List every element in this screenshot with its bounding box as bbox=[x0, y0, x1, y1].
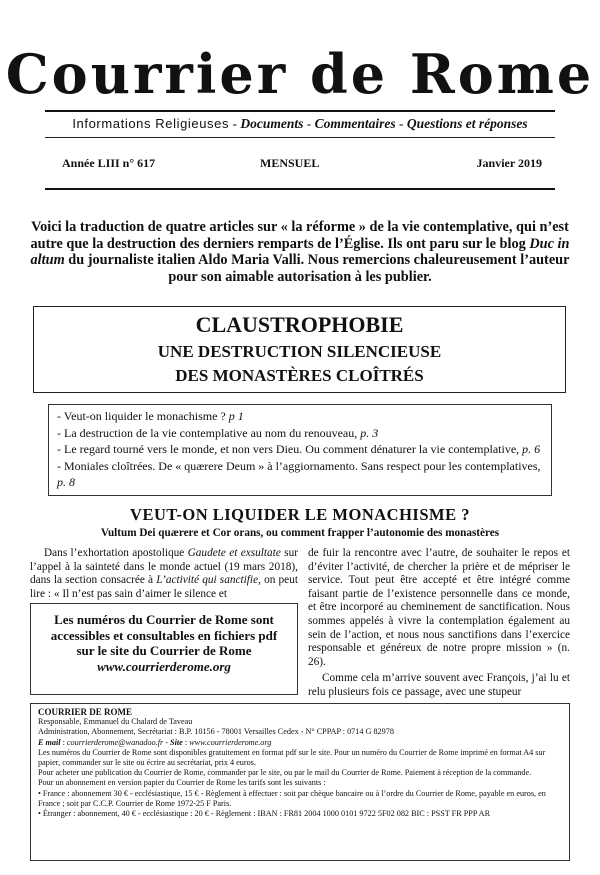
article-title: VEUT-ON LIQUIDER LE MONACHISME ? bbox=[130, 505, 470, 524]
pdf-callout-box bbox=[30, 603, 298, 695]
article-paragraph: Dans l’exhortation apostolique Gaudete et exsultate sur l’appel à la sainteté dans le monde actuel (19 mars 2018), dans la section consacrée à L’activité qui sanctifie, on peut lire : « Il n’est pas sain d’aimer le silence et bbox=[30, 547, 298, 600]
issue-date: Janvier 2019 bbox=[476, 156, 542, 170]
footer-line: Pour un abonnement en version papier du Courrier de Rome les tarifs sont les suivants : bbox=[38, 778, 326, 788]
footer-heading: COURRIER DE ROME bbox=[38, 707, 133, 717]
footer-admin: Administration, Abonnement, Secrétariat : B.P. 10156 - 78001 Versailles Cedex - N° CPPAP : 0714 G 82978 bbox=[38, 727, 394, 737]
issue-line bbox=[62, 156, 542, 172]
footer-email-link[interactable]: courrierderome@wanadoo.fr bbox=[66, 737, 164, 747]
footer-line: • Étranger : abonnement, 40 € - ecclésiastique : 20 € - Règlement : IBAN : FR81 2004 1000 0101 9722 5F02 082 BIC : PSST FR PPP AR bbox=[38, 809, 491, 819]
subtitle-informations: Informations Religieuses bbox=[72, 116, 230, 131]
footer-line: Les numéros du Courrier de Rome sont disponibles gratuitement en format pdf sur le site. Pour un numéro du Courrier de Rome imprimé en format A4 sur papier, commander sur le site ou écrire au secrétariat, prix 4 euros. bbox=[38, 747, 546, 768]
masthead-subtitle: Informations Religieuses - Documents - Commentaires - Questions et réponses bbox=[72, 116, 528, 131]
footer-line: Pour acheter une publication du Courrier de Rome, commander par le site, ou par le mail du Courrier de Rome. Paiement à réception de la commande. bbox=[38, 768, 532, 778]
subtitle-documents: Documents bbox=[240, 116, 304, 131]
toc-item[interactable]: - Veut-on liquider le monachisme ? p 1 bbox=[57, 408, 543, 425]
intro-paragraph: Voici la traduction de quatre articles sur « la réforme » de la vie contemplative, qui n’est autre que la destruction des derniers remparts de l’Église. Ils ont paru sur le blog Duc in altum du journaliste italien Aldo Maria Valli. Nous remercions chaleureusement l’auteur pour son aimable autorisation à les publier. bbox=[30, 219, 570, 285]
footer-site-link[interactable]: www.courrierderome.org bbox=[189, 737, 272, 747]
issue-frequency: MENSUEL bbox=[260, 156, 320, 170]
callout-text: Les numéros du Courrier de Rome sont accessibles et consultables en fichiers pdf sur le site du Courrier de Rome bbox=[50, 612, 278, 658]
table-of-contents bbox=[48, 404, 552, 496]
article-paragraph: Comme cela m’arrive souvent avec François, j’ai lu et relu plusieurs fois ce passage, avec une stupeur bbox=[308, 672, 570, 698]
footer-contact: E mail : courrierderome@wanadoo.fr - Site : www.courrierderome.org bbox=[38, 737, 272, 747]
subtitle-commentaires: Commentaires bbox=[314, 116, 396, 131]
footer-responsable: Responsable, Emmanuel du Chalard de Taveau bbox=[38, 717, 193, 727]
headline-subtitle-1: UNE DESTRUCTION SILENCIEUSE bbox=[157, 342, 442, 361]
article-left-column bbox=[30, 547, 298, 601]
toc-item[interactable]: - Le regard tourné vers le monde, et non vers Dieu. Ou comment dénaturer la vie contemplative, p. 6 bbox=[57, 441, 543, 458]
toc-item[interactable]: - La destruction de la vie contemplative au nom du renouveau, p. 3 bbox=[57, 425, 543, 442]
masthead-title: Courrier de Rome bbox=[5, 42, 595, 106]
footer-line: • France : abonnement 30 € - ecclésiastique, 15 € - Règlement à effectuer : soit par chèque bancaire ou à l’ordre du Courrier de Rome, payable en euros, en France ; soit par C.C.P. Courrier de Rome 1972-25 F Paris. bbox=[38, 788, 546, 808]
article-subtitle: Vultum Dei quærere et Cor orans, ou comment frapper l’autonomie des monastères bbox=[100, 527, 500, 539]
callout-url-link[interactable]: www.courrierderome.org bbox=[97, 658, 231, 674]
toc-item[interactable]: - Moniales cloîtrées. De « quærere Deum » à l’aggiornamento. Sans respect pour les contemplatives, p. 8 bbox=[57, 458, 543, 491]
masthead-rule-bottom bbox=[45, 137, 555, 138]
article-right-column bbox=[308, 547, 570, 700]
article-paragraph: de fuir la rencontre avec l’autre, de souhaiter le repos et d’éviter l’activité, de chercher la prière et de mépriser le service. Tout peut être accepté et être intégré comme faisant partie de l’existence personnelle dans ce monde, et être incorporé au cheminement de sanctification. Nous sommes appelés à vivre la contemplation également au sein de l’action, et nous nous sanctifions dans l’exercice responsable et généreux de notre propre mission » (n. 26). bbox=[308, 547, 570, 668]
headline-box bbox=[33, 306, 566, 393]
issue-number: Année LIII n° 617 bbox=[62, 156, 156, 170]
issue-rule bbox=[45, 188, 555, 190]
publisher-footer-box bbox=[30, 703, 570, 861]
headline-title: CLAUSTROPHOBIE bbox=[195, 312, 404, 337]
headline-subtitle-2: DES MONASTÈRES CLOÎTRÉS bbox=[175, 366, 424, 385]
subtitle-questions: Questions et réponses bbox=[406, 116, 528, 131]
masthead-rule-top bbox=[45, 110, 555, 112]
intro-blog-title: Duc in altum bbox=[30, 235, 570, 268]
